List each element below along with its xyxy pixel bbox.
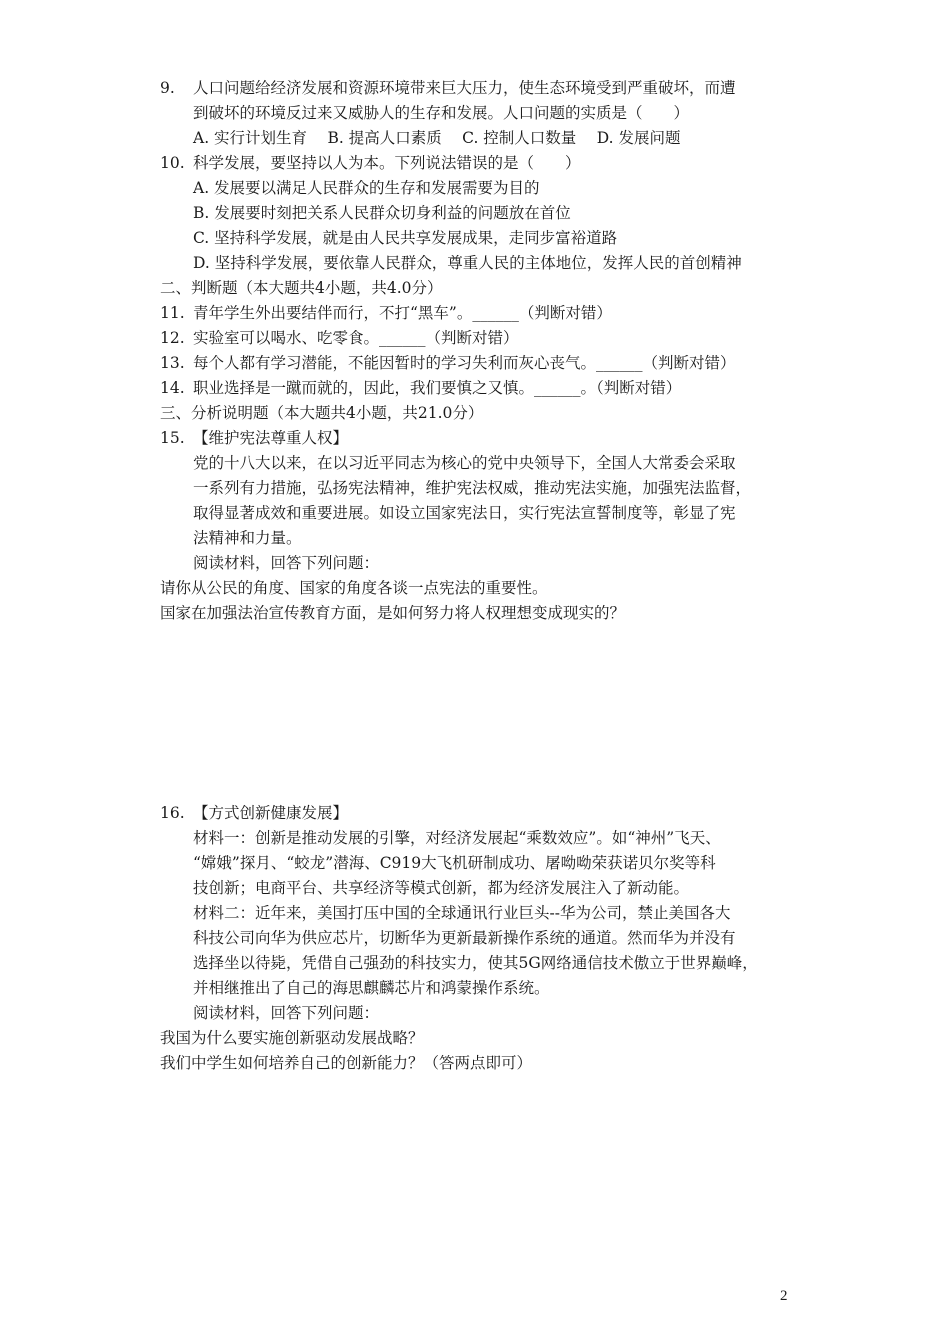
q10-option-b: B. 发展要时刻把关系人民群众切身利益的问题放在首位 xyxy=(193,204,571,222)
q16-question-1: 我国为什么要实施创新驱动发展战略？ xyxy=(160,1029,424,1047)
q14-text: 职业选择是一蹴而就的，因此，我们要慎之又慎。______。（判断对错） xyxy=(193,379,682,397)
q16-material2-line2: 科技公司向华为供应芯片，切断华为更新最新操作系统的通道。然而华为并没有 xyxy=(193,929,736,947)
q11-number: 11. xyxy=(160,304,185,322)
q15-para-3: 取得显著成效和重要进展。如设立国家宪法日，实行宪法宣誓制度等，彰显了宪 xyxy=(193,504,736,522)
page-number: 2 xyxy=(780,1288,788,1304)
q16-material2-line4: 并相继推出了自己的海思麒麟芯片和鸿蒙操作系统。 xyxy=(193,979,550,997)
q13-number: 13. xyxy=(160,354,185,372)
q15-number: 15. xyxy=(160,429,185,447)
q16-material2-line3: 选择坐以待毙，凭借自己强劲的科技实力，使其5G网络通信技术傲立于世界巅峰， xyxy=(193,954,758,972)
q15-question-1: 请你从公民的角度、国家的角度各谈一点宪法的重要性。 xyxy=(160,579,548,597)
q16-title: 【方式创新健康发展】 xyxy=(193,804,349,822)
q15-para-1: 党的十八大以来，在以习近平同志为核心的党中央领导下，全国人大常委会采取 xyxy=(193,454,736,472)
q16-material2-line1: 材料二：近年来，美国打压中国的全球通讯行业巨头--华为公司，禁止美国各大 xyxy=(193,904,731,922)
q12-number: 12. xyxy=(160,329,185,347)
q16-material1-line1: 材料一：创新是推动发展的引擎，对经济发展起“乘数效应”。如“神州”飞天、 xyxy=(193,829,721,847)
q15-para-4: 法精神和力量。 xyxy=(193,529,302,547)
q16-question-2: 我们中学生如何培养自己的创新能力？（答两点即可） xyxy=(160,1054,533,1072)
q12-text: 实验室可以喝水、吃零食。______（判断对错） xyxy=(193,329,519,347)
section3-heading: 三、分析说明题（本大题共4小题，共21.0分） xyxy=(160,404,484,422)
q16-material1-line2: “嫦娥”探月、“蛟龙”潜海、C919大飞机研制成功、屠呦呦荣获诺贝尔奖等科 xyxy=(193,854,716,872)
q10-option-a: A. 发展要以满足人民群众的生存和发展需要为目的 xyxy=(193,179,540,197)
q16-material1-line3: 技创新；电商平台、共享经济等模式创新，都为经济发展注入了新动能。 xyxy=(193,879,690,897)
q9-options-text: A. 实行计划生育 B. 提高人口素质 C. 控制人口数量 D. 发展问题 xyxy=(193,129,681,147)
q11-text: 青年学生外出要结伴而行，不打“黑车”。______（判断对错） xyxy=(193,304,612,322)
q15-para-2: 一系列有力措施，弘扬宪法精神，维护宪法权威，推动宪法实施，加强宪法监督， xyxy=(193,479,752,497)
q10-number: 10. xyxy=(160,154,185,172)
q10-option-c: C. 坚持科学发展，就是由人民共享发展成果，走同步富裕道路 xyxy=(193,229,618,247)
q9-stem-1: 人口问题给经济发展和资源环境带来巨大压力，使生态环境受到严重破坏，而遭 xyxy=(193,79,736,97)
q15-title: 【维护宪法尊重人权】 xyxy=(193,429,349,447)
q14-number: 14. xyxy=(160,379,185,397)
q15-question-2: 国家在加强法治宣传教育方面，是如何努力将人权理想变成现实的？ xyxy=(160,604,626,622)
q15-read-instruction: 阅读材料，回答下列问题： xyxy=(193,554,380,572)
q10-option-d: D. 坚持科学发展，要依靠人民群众，尊重人民的主体地位，发挥人民的首创精神 xyxy=(193,254,742,272)
q16-number: 16. xyxy=(160,804,185,822)
q10-stem: 科学发展，要坚持以人为本。下列说法错误的是（ ） xyxy=(193,154,581,172)
q9-number: 9. xyxy=(160,79,175,97)
q16-read-instruction: 阅读材料，回答下列问题： xyxy=(193,1004,380,1022)
q9-stem-2: 到破坏的环境反过来又威胁人的生存和发展。人口问题的实质是（ ） xyxy=(193,104,690,122)
section2-heading: 二、判断题（本大题共4小题，共4.0分） xyxy=(160,279,443,297)
q13-text: 每个人都有学习潜能，不能因暂时的学习失利而灰心丧气。______（判断对错） xyxy=(193,354,736,372)
